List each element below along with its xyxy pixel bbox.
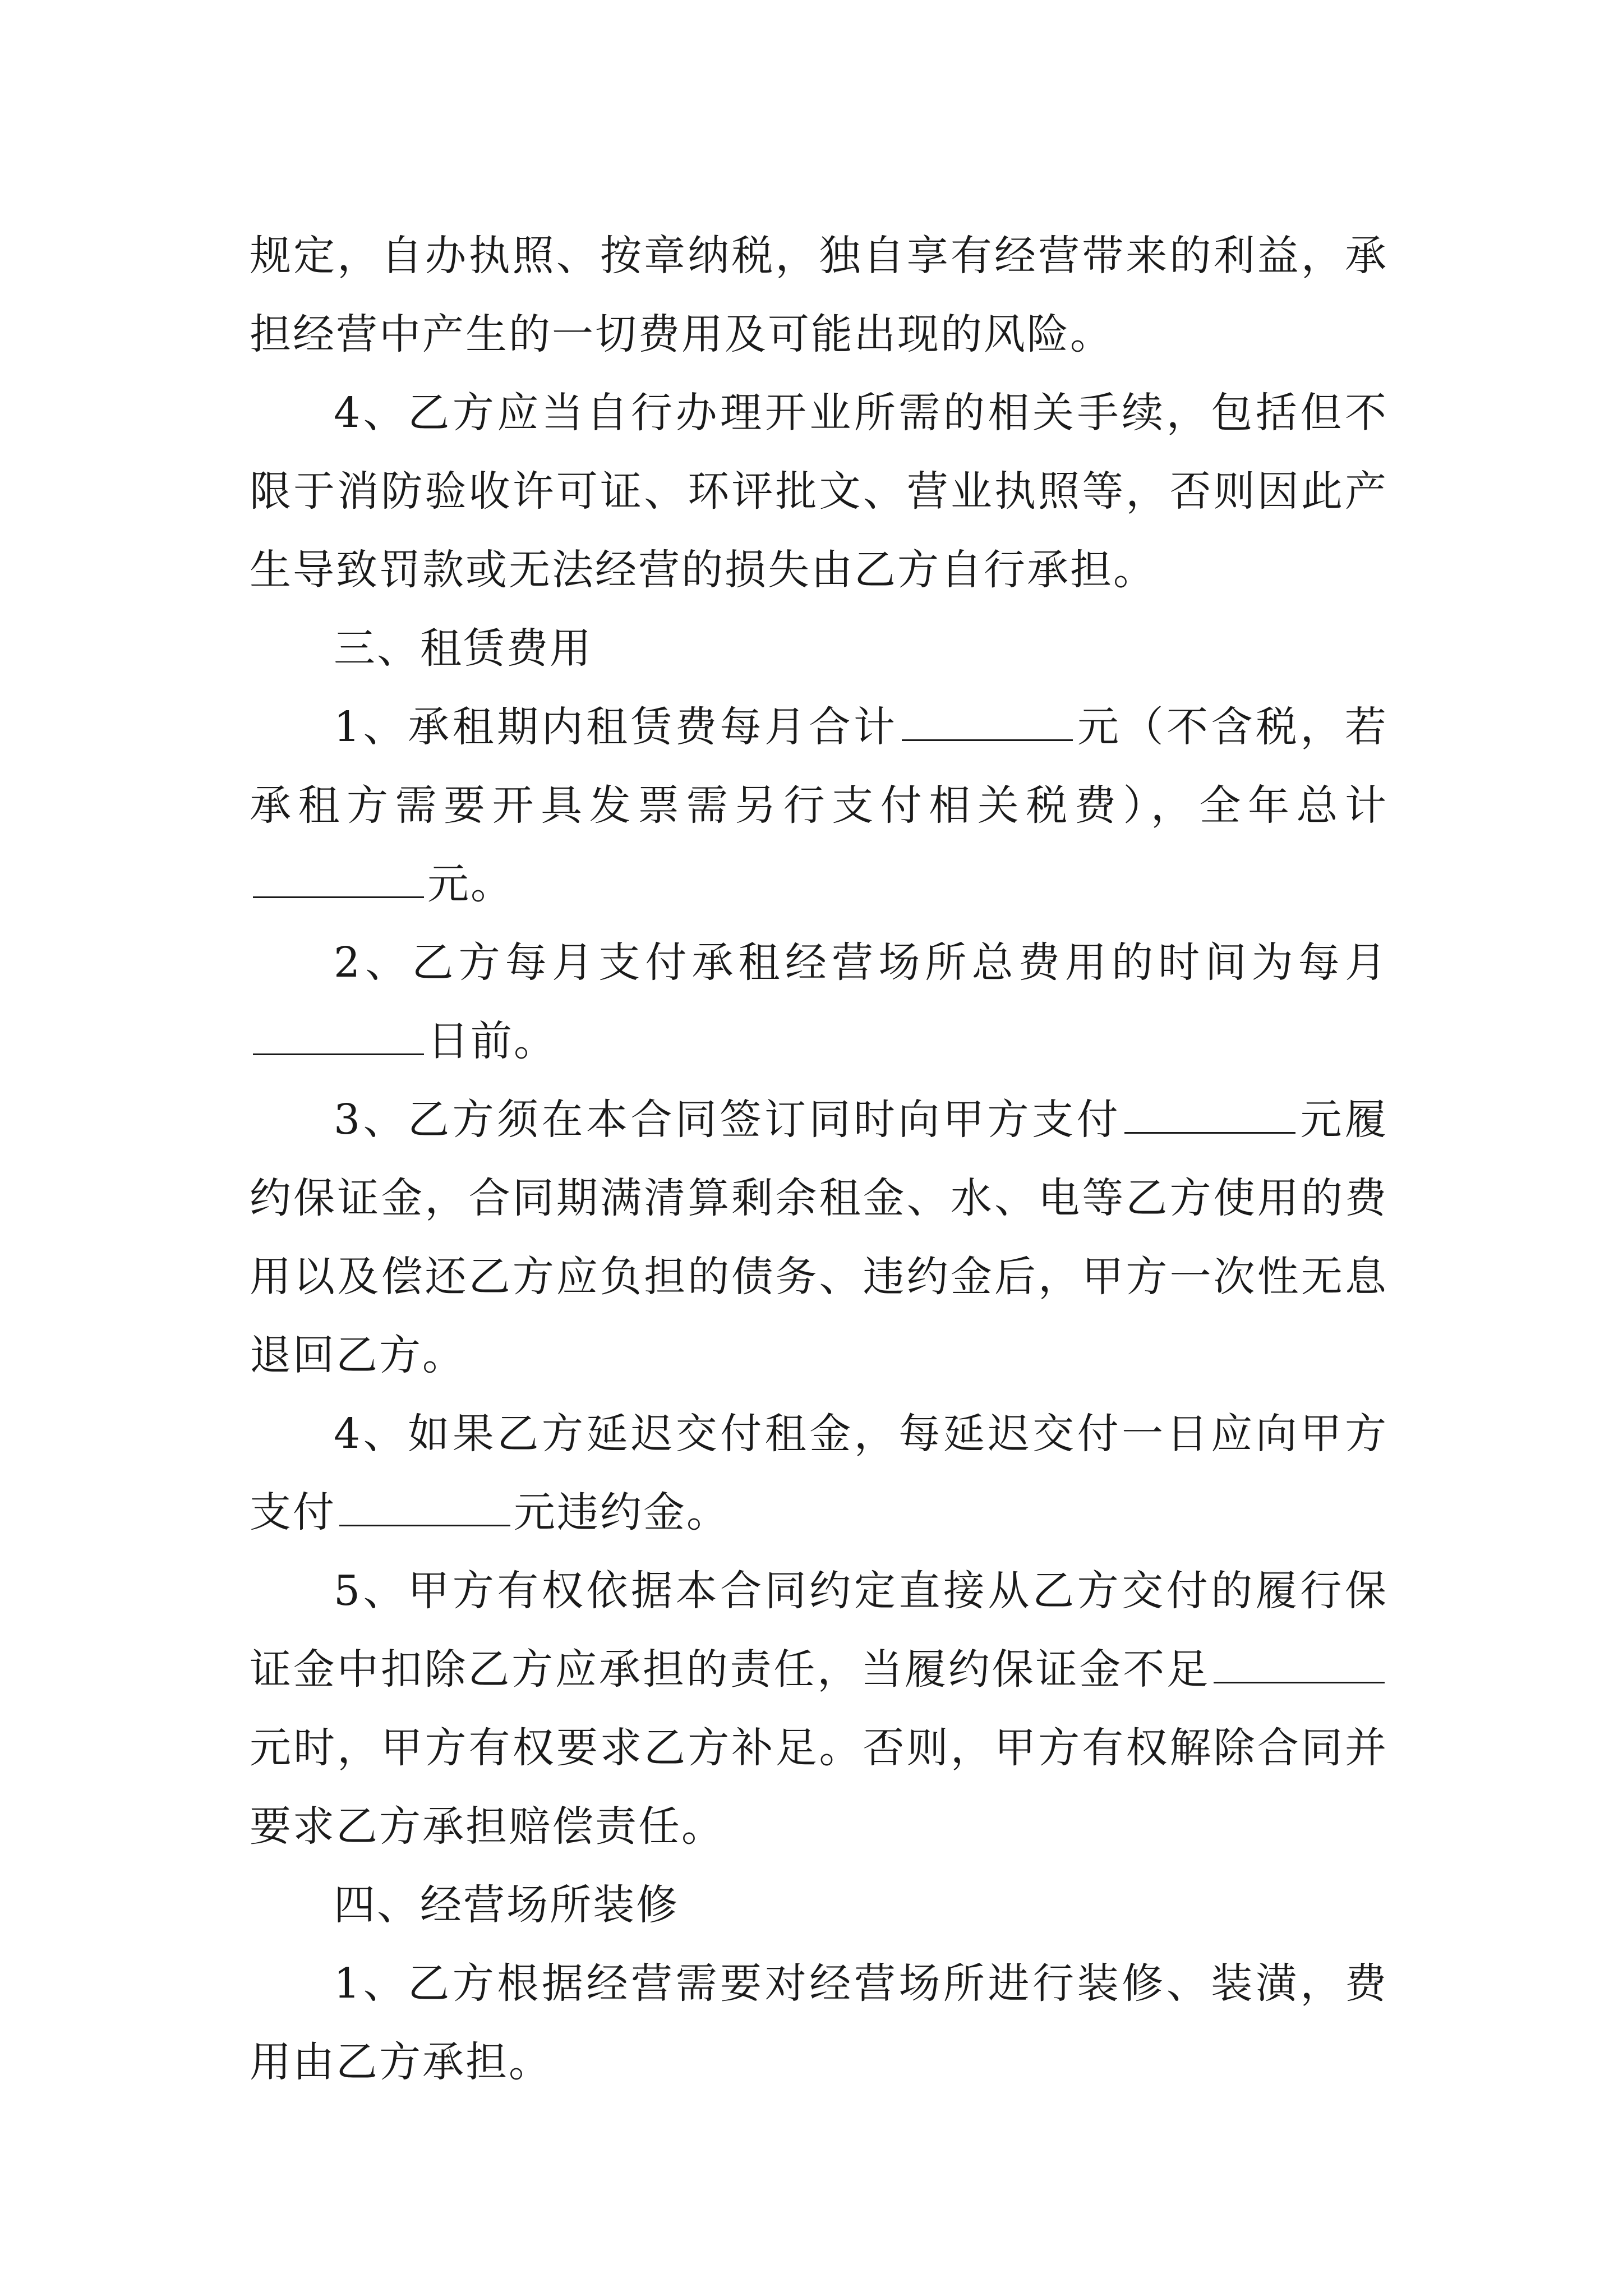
paragraph-clause-2-4 bbox=[250, 374, 1388, 609]
fill-in-blank-deposit bbox=[1124, 1094, 1295, 1134]
paragraph-clause-4-1 bbox=[250, 1944, 1388, 2101]
paragraph-1 bbox=[250, 217, 1388, 374]
section-heading-text: 四、经营场所装修 bbox=[334, 1881, 679, 1929]
paragraph-text: 4、乙方应当自行办理开业所需的相关手续，包括但不限于消防验收许可证、环评批文、营业执照等，否则因此产生导致罚款或无法经营的损失由乙方自行承担。 bbox=[250, 389, 1388, 594]
paragraph-text: 1、承租期内租赁费每月合计 bbox=[334, 703, 898, 751]
document-page bbox=[250, 217, 1388, 2101]
section-heading-renovation bbox=[250, 1866, 1388, 1944]
fill-in-blank-annual-rent bbox=[253, 859, 424, 898]
paragraph-text: 规定，自办执照、按章纳税，独自享有经营带来的利益，承担经营中产生的一切费用及可能出现的风险。 bbox=[250, 232, 1388, 358]
paragraph-text: 4、如果乙方延迟交付租金，每延迟交付一日应向甲方支付 bbox=[250, 1410, 1388, 1536]
paragraph-clause-3-4 bbox=[250, 1395, 1388, 1552]
paragraph-clause-3-3 bbox=[250, 1080, 1388, 1395]
paragraph-text: 元违约金。 bbox=[514, 1488, 730, 1536]
fill-in-blank-payment-day bbox=[253, 1016, 424, 1055]
fill-in-blank-monthly-rent bbox=[902, 702, 1073, 741]
paragraph-text: 元。 bbox=[427, 860, 514, 908]
paragraph-clause-3-5 bbox=[250, 1552, 1388, 1866]
paragraph-text: 1、乙方根据经营需要对经营场所进行装修、装潢，费用由乙方承担。 bbox=[250, 1959, 1388, 2086]
paragraph-text: 3、乙方须在本合同签订同时向甲方支付 bbox=[334, 1096, 1121, 1144]
paragraph-text: 2、乙方每月支付承租经营场所总费用的时间为每月 bbox=[334, 938, 1388, 987]
fill-in-blank-penalty bbox=[339, 1487, 510, 1526]
paragraph-text: 元（不含税，若承租方需要开具发票需另行支付相关税费），全年总计 bbox=[250, 703, 1388, 830]
section-heading-text: 三、租赁费用 bbox=[334, 624, 593, 673]
paragraph-text: 元履约保证金，合同期满清算剩余租金、水、电等乙方使用的费用以及偿还乙方应负担的债务、违约金后，甲方一次性无息退回乙方。 bbox=[250, 1096, 1388, 1379]
paragraph-clause-3-1 bbox=[250, 688, 1388, 923]
paragraph-text: 日前。 bbox=[427, 1017, 557, 1065]
paragraph-text: 元时，甲方有权要求乙方补足。否则，甲方有权解除合同并要求乙方承担赔偿责任。 bbox=[250, 1724, 1388, 1851]
section-heading-rent bbox=[250, 609, 1388, 688]
fill-in-blank-deposit-threshold bbox=[1214, 1644, 1385, 1683]
paragraph-text: 5、甲方有权依据本合同约定直接从乙方交付的履行保证金中扣除乙方应承担的责任，当履约保证金不足 bbox=[250, 1567, 1388, 1694]
paragraph-clause-3-2 bbox=[250, 923, 1388, 1080]
